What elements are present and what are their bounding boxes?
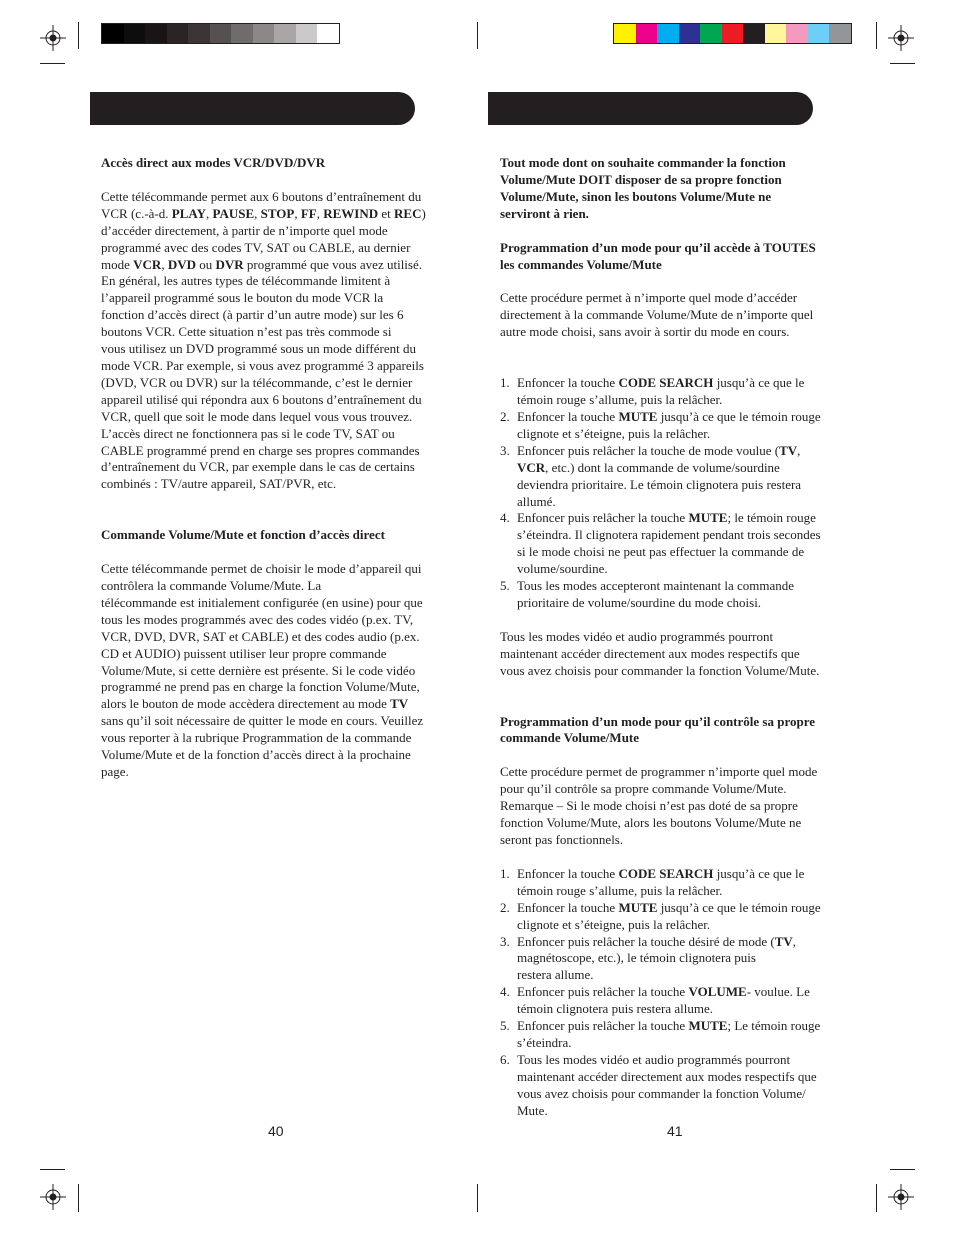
color-swatch	[786, 24, 808, 43]
color-swatch	[124, 24, 146, 43]
warning-note: Tout mode dont on souhaite commander la fonction Volume/Mute DOIT disposer de sa propre fonction Volume/Mute, sinon les boutons Volume/Mute ne serviront à rien.	[500, 155, 786, 221]
color-swatch	[765, 24, 787, 43]
paragraph: Cette télécommande permet de choisir le mode d’appareil qui contrôlera la commande Volume/Mute. La télécommande est initialement configurée (en usine) pour que tous les modes programmés avec des codes vidéo (p.ex. TV, VCR, DVD, DVR, SAT et CABLE) et des codes audio (p.ex. CD et AUDIO) puissent utiliser leur propre commande Volume/Mute, si cette dernière est présente. Si le code vidéo programmé ne prend pas en charge la fonction Volume/Mute, alors le bouton de mode accèdera directement au mode TV sans qu’il soit nécessaire de quitter le mode en cours. Veuillez vous reporter à la rubrique Programmation de la commande Volume/Mute et de la fonction d’accès direct à la prochaine page.	[101, 561, 424, 779]
section-heading: Programmation d’un mode pour qu’il accède à TOUTES les commandes Volume/Mute	[500, 239, 816, 272]
color-swatch	[679, 24, 701, 43]
registration-mark-top-left	[40, 25, 66, 51]
color-swatch	[274, 24, 296, 43]
list-item: 3. Enfoncer puis relâcher la touche de mode voulue (TV, VCR, etc.) dont la commande de volume/sourdine deviendra prioritaire. Le témoin clignotera puis restera allumé.	[500, 442, 802, 509]
list-item: 6. Tous les modes vidéo et audio programmés pourront maintenant accéder directement aux modes respectifs que vous avez choisis pour commander la fonction Volume/ Mute.	[500, 1051, 817, 1118]
left-column	[101, 155, 461, 781]
crop-mark	[40, 63, 65, 64]
section-heading: Commande Volume/Mute et fonction d’accès direct	[101, 527, 385, 543]
color-swatch	[188, 24, 210, 43]
section-heading: Programmation d’un mode pour qu’il contrôle sa propre commande Volume/Mute	[500, 713, 816, 746]
registration-mark-bottom-right	[888, 1184, 914, 1210]
steps-list	[500, 375, 860, 612]
color-swatch	[722, 24, 744, 43]
list-item: 1. Enfoncer la touche CODE SEARCH jusqu’à ce que le témoin rouge s’allume, puis la relâcher.	[500, 865, 805, 898]
registration-mark-bottom-left	[40, 1184, 66, 1210]
steps-list	[500, 866, 860, 1120]
crop-mark	[477, 22, 478, 49]
color-swatch	[231, 24, 253, 43]
crop-mark	[78, 22, 79, 49]
color-swatch	[253, 24, 275, 43]
paragraph: Cette procédure permet de programmer n’importe quel mode pour qu’il contrôle sa propre commande Volume/Mute. Remarque – Si le mode choisi n’est pas doté de sa propre fonction Volume/Mute, alors les boutons Volume/Mute ne seront pas fonctionnels.	[500, 764, 818, 847]
crop-mark	[78, 1184, 79, 1212]
color-swatch	[145, 24, 167, 43]
paragraph: Cette télécommande permet aux 6 boutons d’entraînement du VCR (c.-à-d. PLAY, PAUSE, STOP, FF, REWIND et REC) d’accéder directement, à partir de n’importe quel mode programmé avec des codes TV, SAT ou CABLE, au dernier mode VCR, DVD ou DVR programmé que vous avez utilisé. En général, les autres types de télécommande limitent à l’appareil programmé sous le bouton du mode VCR la fonction d’accès direct (à partir d’un autre mode) sur les 6 boutons VCR. Cette situation n’est pas très commode si vous utilisez un DVD programmé sous un mode différent du mode VCR. Par exemple, si vous avez programmé 3 appareils (DVD, VCR ou DVR) sur la télécommande, c’est le dernier appareil utilisé qui répondra aux 6 boutons d’entraînement du VCR, quell que soit le mode dans lequel vous vous trouvez. L’accès direct ne fonctionnera pas si le code TV, SAT ou CABLE programmé prend en charge ses propres commandes d’entraînement du VCR, par exemple dans le cas de certains combinés : TV/autre appareil, SAT/PVR, etc.	[101, 188, 426, 492]
list-item: 2. Enfoncer la touche MUTE jusqu’à ce que le témoin rouge clignote et s’éteigne, puis la relâcher.	[500, 408, 821, 441]
paragraph: Tous les modes vidéo et audio programmés pourront maintenant accéder directement aux modes respectifs que vous avez choisis pour commander la fonction Volume/Mute.	[500, 628, 820, 678]
right-column	[500, 155, 860, 1120]
color-swatch	[829, 24, 851, 43]
color-swatch	[657, 24, 679, 43]
color-swatch	[743, 24, 765, 43]
crop-mark	[876, 22, 877, 49]
section-heading: Accès direct aux modes VCR/DVD/DVR	[101, 155, 326, 170]
page-number-left: 40	[268, 1123, 284, 1139]
color-swatch	[636, 24, 658, 43]
grayscale-swatch-bar	[101, 23, 340, 44]
crop-mark	[477, 1184, 478, 1212]
crop-mark	[876, 1184, 877, 1212]
crop-mark	[890, 63, 915, 64]
left-header-bar	[90, 92, 415, 125]
list-item: 1. Enfoncer la touche CODE SEARCH jusqu’à ce que le témoin rouge s’allume, puis la relâcher.	[500, 375, 805, 408]
right-header-bar	[488, 92, 813, 125]
list-item: 2. Enfoncer la touche MUTE jusqu’à ce que le témoin rouge clignote et s’éteigne, puis la relâcher.	[500, 899, 821, 932]
list-item: 5. Tous les modes accepteront maintenant la commande prioritaire de volume/sourdine du mode choisi.	[500, 578, 795, 610]
list-item: 5. Enfoncer puis relâcher la touche MUTE; Le témoin rouge s’éteindra.	[500, 1018, 821, 1050]
color-swatch	[210, 24, 232, 43]
list-item: 4. Enfoncer puis relâcher la touche MUTE; le témoin rouge s’éteindra. Il clignotera rapidement pendant trois secondes si le mode choisi ne peut pas effectuer la commande de volume/sourdine.	[500, 510, 821, 577]
list-item: 3. Enfoncer puis relâcher la touche désiré de mode (TV, magnétoscope, etc.), le témoin clignotera puis restera allume.	[500, 933, 797, 983]
color-swatch	[614, 24, 636, 43]
crop-mark	[890, 1169, 915, 1170]
color-swatch	[700, 24, 722, 43]
color-swatch	[167, 24, 189, 43]
color-swatch	[317, 24, 339, 43]
paragraph: Cette procédure permet à n’importe quel mode d’accéder directement à la commande Volume/Mute de n’importe quel autre mode choisi, sans avoir à sortir du mode en cours.	[500, 290, 814, 340]
registration-mark-top-right	[888, 25, 914, 51]
page-number-right: 41	[667, 1123, 683, 1139]
list-item: 4. Enfoncer puis relâcher la touche VOLUME- voulue. Le témoin clignotera puis restera allume.	[500, 984, 810, 1017]
color-swatch-bar	[613, 23, 852, 44]
color-swatch	[808, 24, 830, 43]
color-swatch	[102, 24, 124, 43]
crop-mark	[40, 1169, 65, 1170]
color-swatch	[296, 24, 318, 43]
